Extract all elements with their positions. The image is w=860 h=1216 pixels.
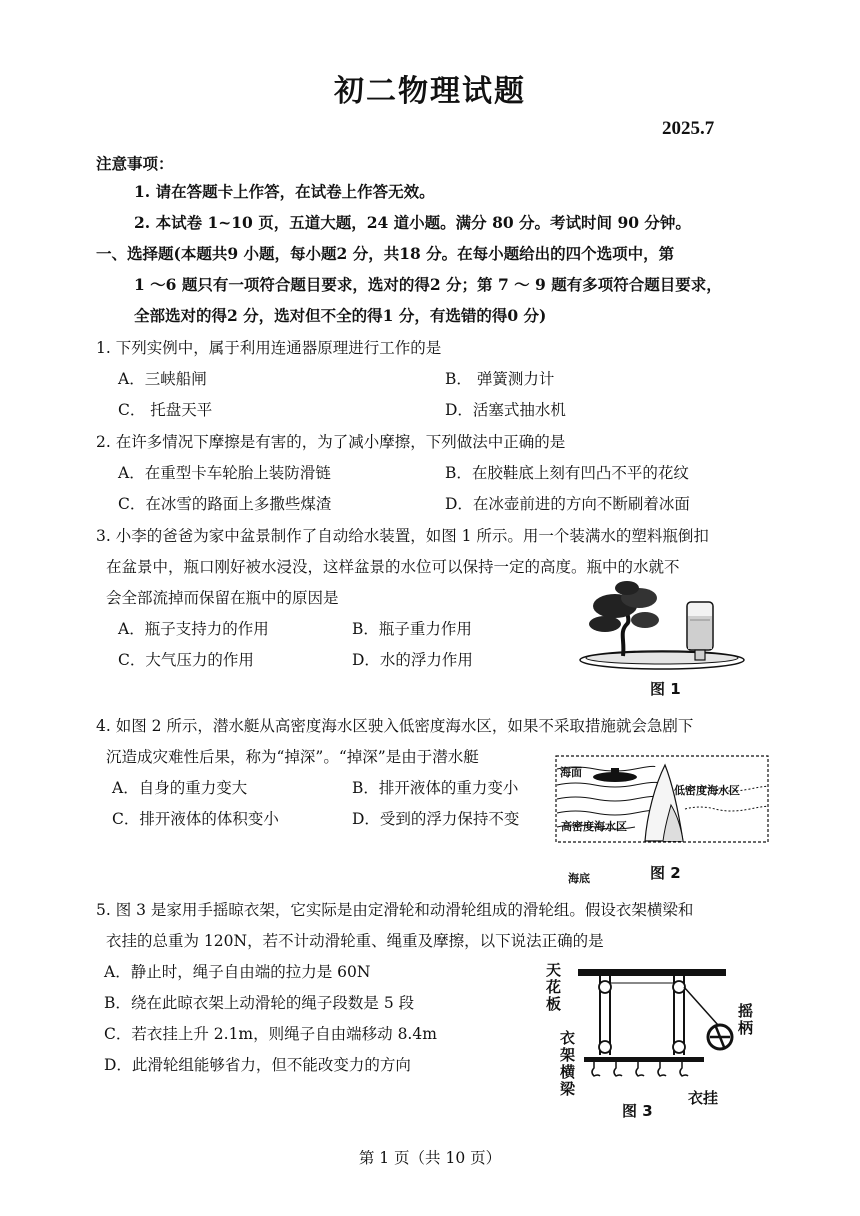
- question-2-option-a: A．在重型卡车轮胎上装防滑链: [118, 464, 331, 482]
- question-1-option-a: A．三峡船闸: [118, 370, 207, 388]
- question-1-stem: 1. 下列实例中，属于利用连通器原理进行工作的是: [96, 339, 442, 357]
- question-1-option-c: C． 托盘天平: [118, 401, 213, 419]
- question-5-option-a: A．静止时，绳子自由端的拉力是 60N: [104, 963, 371, 981]
- figure-2-caption: 图 2: [650, 864, 681, 882]
- notice-heading: 注意事项：: [96, 154, 174, 173]
- figure-3-label-crank: 摇柄: [738, 1002, 754, 1037]
- question-2-option-b: B．在胶鞋底上刻有凹凸不平的花纹: [445, 464, 689, 482]
- section-heading-line: 全部选对的得2 分，选对但不全的得1 分，有选错的得0 分): [134, 306, 547, 325]
- question-5-option-d: D．此滑轮组能够省力，但不能改变力的方向: [104, 1056, 411, 1074]
- exam-date: 2025.7: [662, 118, 715, 139]
- question-3-stem: 3. 小李的爸爸为家中盆景制作了自动给水装置，如图 1 所示。用一个装满水的塑料瓶倒扣: [96, 527, 709, 545]
- figure-1-caption: 图 1: [650, 680, 681, 698]
- question-5-stem: 5. 图 3 是家用手摇晾衣架，它实际是由定滑轮和动滑轮组成的滑轮组。假设衣架横梁和: [96, 901, 694, 919]
- notice-item: 2. 本试卷 1~10 页，五道大题，24 道小题。满分 80 分。考试时间 90 分钟。: [134, 213, 691, 232]
- question-5-option-c: C．若衣挂上升 2.1m，则绳子自由端移动 8.4m: [104, 1025, 437, 1043]
- question-3-option-a: A．瓶子支持力的作用: [118, 620, 269, 638]
- figure-2-label-sea-surface: 海面: [560, 766, 582, 779]
- question-2-stem: 2. 在许多情况下摩擦是有害的，为了减小摩擦，下列做法中正确的是: [96, 433, 566, 451]
- question-3-option-d: D．水的浮力作用: [352, 651, 473, 669]
- question-3-stem-line: 会全部流掉而保留在瓶中的原因是: [106, 589, 339, 607]
- question-4-option-d: D．受到的浮力保持不变: [352, 810, 520, 828]
- page-footer: 第 1 页（共 10 页）: [358, 1149, 502, 1167]
- figure-2-label-high-density: 高密度海水区: [561, 820, 627, 833]
- figure-3-caption: 图 3: [622, 1102, 653, 1120]
- question-1-option-d: D．活塞式抽水机: [445, 401, 566, 419]
- figure-2-label-low-density: 低密度海水区: [674, 784, 740, 797]
- question-4-option-c: C．排开液体的体积变小: [112, 810, 279, 828]
- page-title: 初二物理试题: [334, 74, 526, 109]
- question-2-option-c: C．在冰雪的路面上多撒些煤渣: [118, 495, 332, 513]
- question-3-option-c: C．大气压力的作用: [118, 651, 254, 669]
- figure-3-label-rack-beam: 衣架横梁: [560, 1029, 576, 1098]
- figure-3-label-ceiling: 天花板: [546, 961, 562, 1013]
- question-2-option-d: D．在冰壶前进的方向不断刷着冰面: [445, 495, 690, 513]
- question-5-option-b: B．绕在此晾衣架上动滑轮的绳子段数是 5 段: [104, 994, 415, 1012]
- question-3-stem-line: 在盆景中，瓶口刚好被水浸没，这样盆景的水位可以保持一定的高度。瓶中的水就不: [106, 558, 680, 576]
- figure-3-pulley-rack-diagram: [570, 965, 740, 1100]
- question-5-stem-line: 衣挂的总重为 120N，若不计动滑轮重、绳重及摩擦，以下说法正确的是: [106, 932, 604, 950]
- notice-item: 1. 请在答题卡上作答，在试卷上作答无效。: [134, 182, 435, 201]
- figure-1-bonsai-illustration: [575, 580, 750, 680]
- question-4-stem: 4. 如图 2 所示，潜水艇从高密度海水区驶入低密度海水区，如果不采取措施就会急剧下: [96, 717, 694, 735]
- question-1-option-b: B． 弹簧测力计: [445, 370, 555, 388]
- question-4-stem-line: 沉造成灾难性后果，称为“掉深”。“掉深”是由于潜水艇: [106, 748, 479, 766]
- question-4-option-a: A．自身的重力变大: [112, 779, 248, 797]
- figure-2-label-seabed: 海底: [568, 872, 590, 885]
- section-heading: 一、选择题(本题共9 小题，每小题2 分，共18 分。在每小题给出的四个选项中，第: [96, 244, 675, 263]
- figure-3-label-hanger: 衣挂: [688, 1089, 719, 1107]
- section-heading-line: 1 ～6 题只有一项符合题目要求，选对的得2 分；第 7 ～ 9 题有多项符合题目要求，: [134, 275, 722, 294]
- question-4-option-b: B．排开液体的重力变小: [352, 779, 519, 797]
- question-3-option-b: B．瓶子重力作用: [352, 620, 472, 638]
